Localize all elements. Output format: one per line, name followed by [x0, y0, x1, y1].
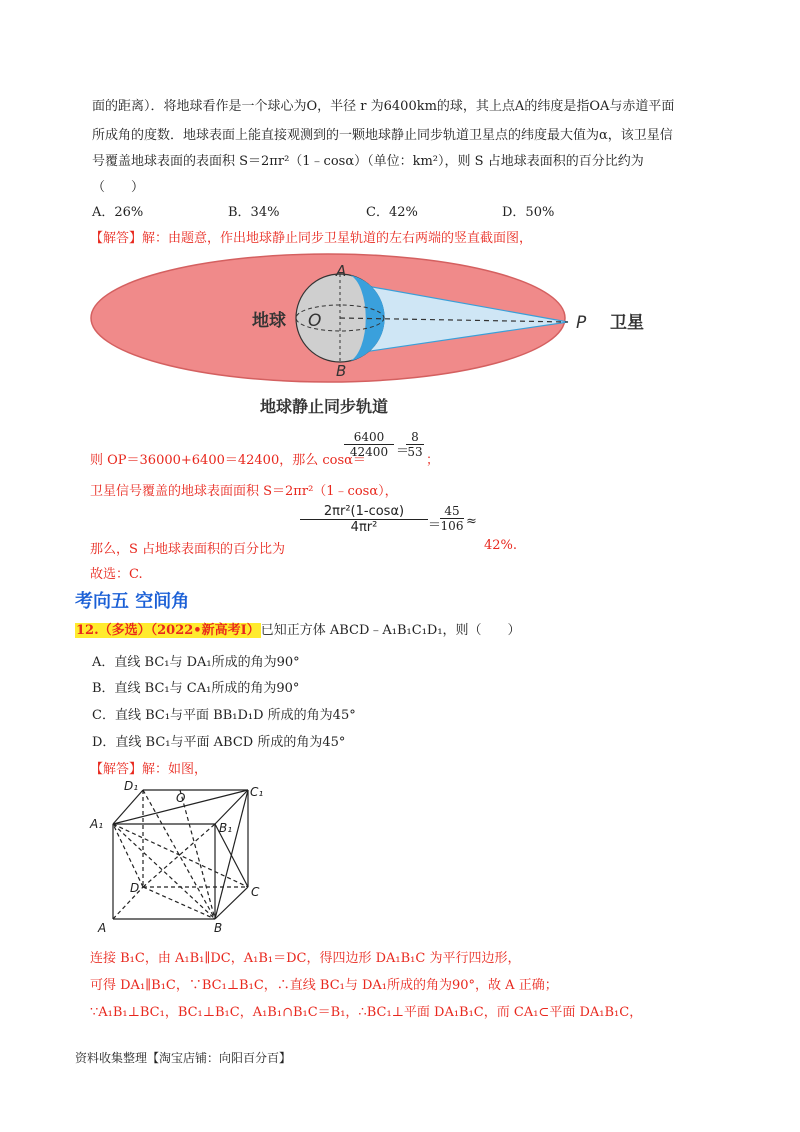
- cube-label-a: A: [98, 921, 107, 935]
- section-title: 考向五 空间角: [75, 591, 190, 612]
- option-c: C．42%: [366, 205, 418, 220]
- cos-fraction: [344, 430, 394, 459]
- result-fraction-num: 45: [440, 504, 464, 519]
- p12-solution-intro: 【解答】解：如图，: [90, 762, 208, 777]
- p12-option-a: A．直线 BC₁与 DA₁所成的角为90°: [92, 655, 300, 670]
- problem-text-line-1: 面的距离）．将地球看作是一个球心为O，半径 r 为6400km的球，其上点A的纬度是指OA与赤道平面: [92, 99, 675, 114]
- solution-line-3: 那么，S 占地球表面积的百分比为: [90, 542, 286, 557]
- problem-text-line-3: 号覆盖地球表面的表面积 S＝2πr²（1﹣cosα）（单位：km²），则 S 占地球表面积的百分比约为: [92, 154, 644, 169]
- reduced-fraction-den: 53: [407, 445, 423, 459]
- cube-label-c: C: [251, 885, 260, 899]
- orbit-figure: [90, 252, 690, 422]
- point-p-label: P: [576, 313, 587, 333]
- equals-sign-2: ＝: [428, 518, 442, 533]
- point-a-label: A: [336, 262, 347, 280]
- problem-12-header: [75, 619, 521, 638]
- solution-line-1: 则 OP＝36000+6400＝42400，那么 cosα＝: [90, 453, 366, 468]
- earth-label: 地球: [252, 311, 286, 331]
- option-b: B．34%: [228, 205, 280, 220]
- problem-text-line-2: 所成角的度数．地球表面上能直接观测到的一颗地球静止同步轨道卫星点的纬度最大值为α，该卫星信: [92, 128, 673, 143]
- cos-fraction-num: 6400: [344, 430, 394, 445]
- p12-solution-line-2: 可得 DA₁∥B₁C，∵BC₁⊥B₁C，∴直线 BC₁与 DA₁所成的角为90°，故 A 正确；: [90, 978, 558, 993]
- cube-label-a1: A₁: [90, 817, 104, 831]
- p12-solution-line-3: ∵A₁B₁⊥BC₁，BC₁⊥B₁C，A₁B₁∩B₁C＝B₁，∴BC₁⊥平面 DA₁B₁C，而 CA₁⊂平面 DA₁B₁C，: [90, 1005, 643, 1020]
- p12-option-d: D．直线 BC₁与平面 ABCD 所成的角为45°: [92, 735, 346, 750]
- option-a: A．26%: [92, 205, 144, 220]
- center-label: O: [308, 311, 322, 331]
- cube-figure: [88, 776, 278, 936]
- orbit-caption: 地球静止同步轨道: [260, 397, 389, 416]
- result-fraction: [440, 504, 464, 533]
- satellite-label: 卫星: [610, 313, 644, 333]
- problem-12-number: 12.（多选）（2022•新高考Ⅰ）: [76, 623, 260, 638]
- percent-result: 42%.: [484, 538, 518, 553]
- problem-text-line-4: （ ）: [92, 180, 145, 195]
- page-footer: 资料收集整理【淘宝店铺：向阳百分百】: [75, 1051, 292, 1065]
- p12-option-b: B．直线 BC₁与 CA₁所成的角为90°: [92, 681, 300, 696]
- problem-12-stem: 已知正方体 ABCD﹣A₁B₁C₁D₁，则（ ）: [260, 623, 521, 638]
- ratio-fraction-den: 4πr²: [350, 520, 378, 535]
- p12-option-c: C．直线 BC₁与平面 BB₁D₁D 所成的角为45°: [92, 708, 356, 723]
- option-d: D．50%: [502, 205, 555, 220]
- reduced-fraction: [406, 430, 424, 459]
- p12-solution-line-1: 连接 B₁C，由 A₁B₁∥DC，A₁B₁＝DC，得四边形 DA₁B₁C 为平行四边形，: [90, 951, 521, 966]
- ratio-fraction-num: 2πr²(1-cosα): [300, 504, 428, 520]
- ratio-fraction: [300, 504, 428, 535]
- cube-label-o: O: [176, 791, 186, 805]
- approx-sign: ≈: [466, 514, 477, 529]
- semicolon: ；: [426, 453, 440, 468]
- cube-label-d1: D₁: [124, 779, 139, 793]
- cube-label-c1: C₁: [250, 785, 264, 799]
- cube-label-d: D: [130, 881, 140, 895]
- result-fraction-den: 106: [440, 519, 464, 533]
- solution-intro: 【解答】解：由题意，作出地球静止同步卫星轨道的左右两端的竖直截面图，: [90, 231, 533, 246]
- point-b-label: B: [336, 362, 347, 380]
- answer-line: 故选：C.: [90, 567, 143, 582]
- solution-line-2: 卫星信号覆盖的地球表面面积 S＝2πr²（1﹣cosα），: [90, 484, 398, 499]
- cos-fraction-den: 42400: [349, 445, 389, 459]
- reduced-fraction-num: 8: [406, 430, 424, 445]
- cube-label-b1: B₁: [219, 821, 233, 835]
- equals-sign: ＝: [396, 444, 410, 459]
- cube-label-b: B: [214, 921, 223, 935]
